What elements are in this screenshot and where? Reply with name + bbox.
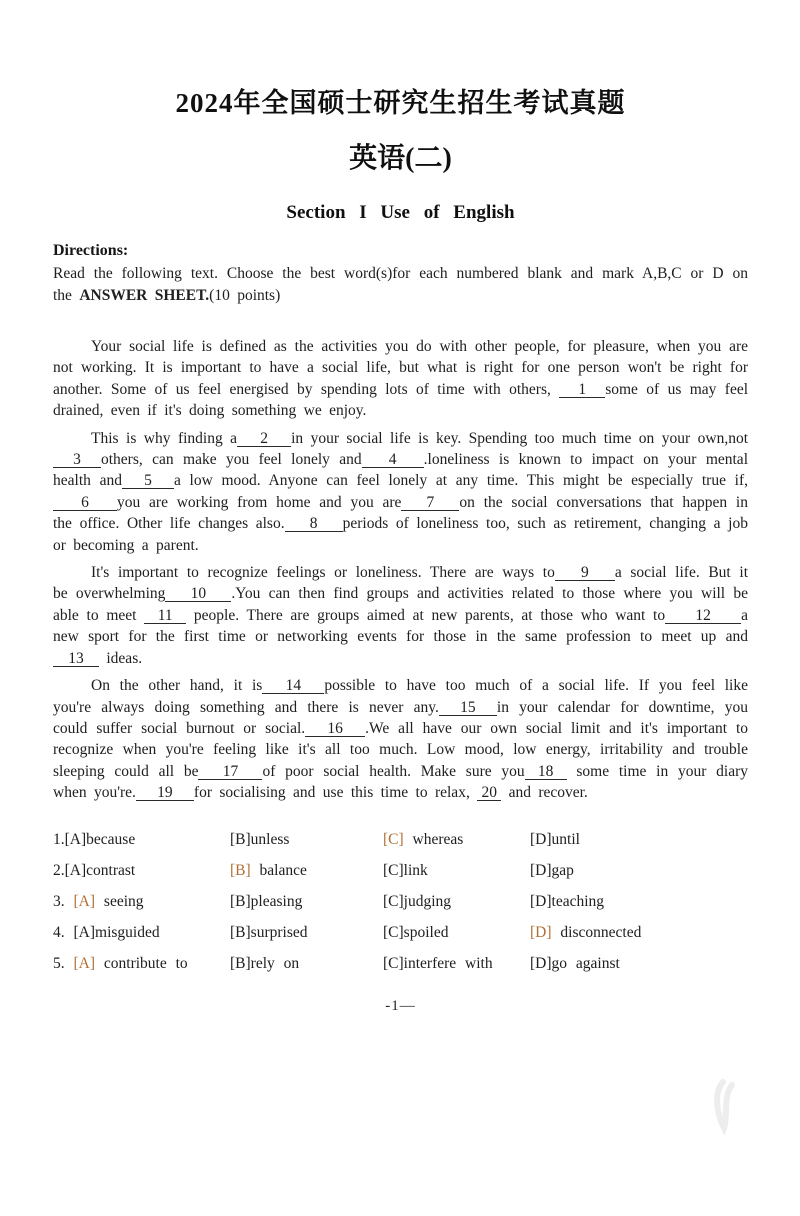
option-cell-D [530,923,748,943]
passage-paragraph [53,428,748,556]
option-key: [B] [230,892,251,910]
smudge-mark [693,1076,763,1136]
text-segment: some of us may feel drained, even if it's doing something we enjoy. [53,380,749,420]
text-segment: a new sport for the first time or networking events for those in the same profession to meet up and [53,606,748,646]
exam-title: 2024年全国硕士研究生招生考试真题 [175,88,626,118]
option-word: pleasing [250,892,303,910]
blank-1: 1 [559,382,605,398]
blank-10: 10 [165,586,231,602]
option-cell-A [53,861,230,881]
blank-16: 16 [305,721,365,737]
blank-12: 12 [665,608,741,624]
text-segment: people. There are groups aimed at new parents, at those who want to [186,606,666,624]
blank-2: 2 [237,431,291,447]
blank-17: 17 [198,764,262,780]
option-cell-C [383,954,530,974]
option-key: [C] [383,861,404,879]
option-key: [C] [383,954,404,972]
option-word: seeing [95,892,144,910]
option-word: unless [250,830,290,848]
passage-paragraph [53,675,748,803]
option-row [53,892,748,912]
text-segment: It's important to recognize feelings or loneliness. There are ways to [91,564,555,582]
option-word: contrast [86,861,136,879]
passage-paragraph [53,562,748,669]
text-segment: .We all have our own social limit and it's important to recognize when you're feeling like it's all too much. Low mood, low energy, irritability and trouble sleeping could all be [53,719,748,780]
text-segment: On the other hand, it is [91,677,263,695]
option-row [53,861,748,881]
blank-6: 6 [53,495,117,511]
option-word: link [403,861,428,879]
text-segment: Your social life is defined as the activities you do with other people, for pleasure, when you are not working. It is important to have a social life, but what is right for one person won't be right for another. Some of us feel energised by spending lots of time with others, [53,338,748,398]
option-cell-A [53,923,230,943]
option-cell-D [530,830,748,850]
option-word: surprised [250,923,308,941]
text-segment: for socialising and use this time to relax, [193,784,478,802]
text-segment: .You can then find groups and activities related to those where you will be able to meet [53,585,748,624]
section-heading: Section I Use of English [286,202,515,223]
option-key: [B] [230,861,251,879]
passage [53,336,748,804]
option-word: until [551,830,580,848]
option-word: balance [250,861,307,879]
option-key: [B] [230,923,251,941]
blank-19: 19 [136,785,194,801]
option-key: [A] [73,923,96,941]
option-key: [A] [64,861,87,879]
option-key: [A] [64,830,87,848]
text-segment: (10 points) [209,287,281,304]
passage-paragraph [53,336,748,422]
option-row [53,923,748,943]
option-number: 2. [53,861,65,879]
text-segment: .loneliness is known to impact on your mental health and [53,451,748,490]
option-word: teaching [551,892,605,910]
option-key: [C] [383,892,404,910]
option-cell-D [530,861,748,881]
blank-11: 11 [144,608,186,624]
blank-15: 15 [439,700,497,716]
text-segment: possible to have too much of a social life. If you feel like you're always doing something and there is never any. [53,677,748,716]
option-cell-C [383,830,530,850]
option-key: [B] [230,830,251,848]
text-segment: you are working from home and you are [117,493,402,511]
text-segment: of poor social health. Make sure you [262,762,525,780]
option-cell-B [230,861,383,881]
blank-13: 13 [53,651,99,667]
option-cell-B [230,954,383,974]
directions-label: Directions: [53,242,129,259]
text-segment: periods of loneliness too, such as retirement, changing a job or becoming a parent. [53,515,748,554]
option-cell-D [530,892,748,912]
option-cell-B [230,923,383,943]
option-key: [D] [530,954,552,972]
option-cell-D [530,954,748,974]
option-cell-B [230,892,383,912]
blank-8: 8 [285,516,343,532]
option-word: whereas [403,830,464,848]
option-word: spoiled [403,923,449,941]
text-segment: on the social conversations that happen in the office. Other life changes also. [53,493,748,533]
option-word: disconnected [551,923,642,941]
text-segment: This is why finding a [91,429,238,447]
text-segment: in your calendar for downtime, you could suffer social burnout or social. [53,698,748,737]
option-cell-C [383,923,530,943]
options-list [53,830,748,974]
text-segment: ideas. [99,649,143,667]
option-key: [D] [530,830,552,848]
option-key: [A] [73,954,96,972]
blank-18: 18 [525,764,567,780]
option-number: 3. [53,892,74,910]
option-word: misguided [95,923,160,941]
blank-14: 14 [262,678,324,694]
text-segment: ANSWER SHEET. [79,287,210,304]
page-number: -1— [385,997,416,1014]
option-cell-C [383,892,530,912]
text-segment: some time in your diary when you're. [53,762,748,802]
option-cell-B [230,830,383,850]
option-row [53,954,748,974]
option-key: [C] [383,923,404,941]
option-key: [D] [530,923,552,941]
text-segment: a low mood. Anyone can feel lonely at any time. This might be especially true if, [173,472,748,490]
option-key: [D] [530,892,552,910]
option-key: [D] [530,861,552,879]
exam-page [0,86,800,1015]
blank-3: 3 [53,452,101,468]
directions-text [53,263,748,307]
option-number: 5. [53,954,74,972]
text-segment: others, can make you feel lonely and [101,451,362,469]
exam-subtitle: 英语(二) [349,143,452,174]
option-number: 4. [53,923,74,941]
option-word: interfere with [403,954,493,972]
blank-20: 20 [477,785,501,801]
blank-5: 5 [122,473,174,489]
option-key: [A] [73,892,96,910]
option-cell-A [53,954,230,974]
option-cell-A [53,830,230,850]
option-number: 1. [53,830,65,848]
text-segment: a social life. But it be overwhelming [53,564,748,603]
blank-7: 7 [401,495,459,511]
blank-9: 9 [555,565,615,581]
text-segment: Read the following text. Choose the best word(s)for each numbered blank and mark A,B,C or D on the [53,265,748,304]
text-segment: and recover. [501,784,588,802]
option-word: gap [551,861,574,879]
option-cell-A [53,892,230,912]
option-cell-C [383,861,530,881]
option-word: go against [551,954,620,972]
option-key: [B] [230,954,251,972]
blank-4: 4 [362,452,424,468]
option-word: contribute to [95,954,188,972]
option-word: judging [403,892,452,910]
option-key: [C] [383,830,404,848]
text-segment: in your social life is key. Spending too much time on your own,not [291,429,748,447]
option-word: because [86,830,136,848]
option-word: rely on [250,954,300,972]
option-row [53,830,748,850]
